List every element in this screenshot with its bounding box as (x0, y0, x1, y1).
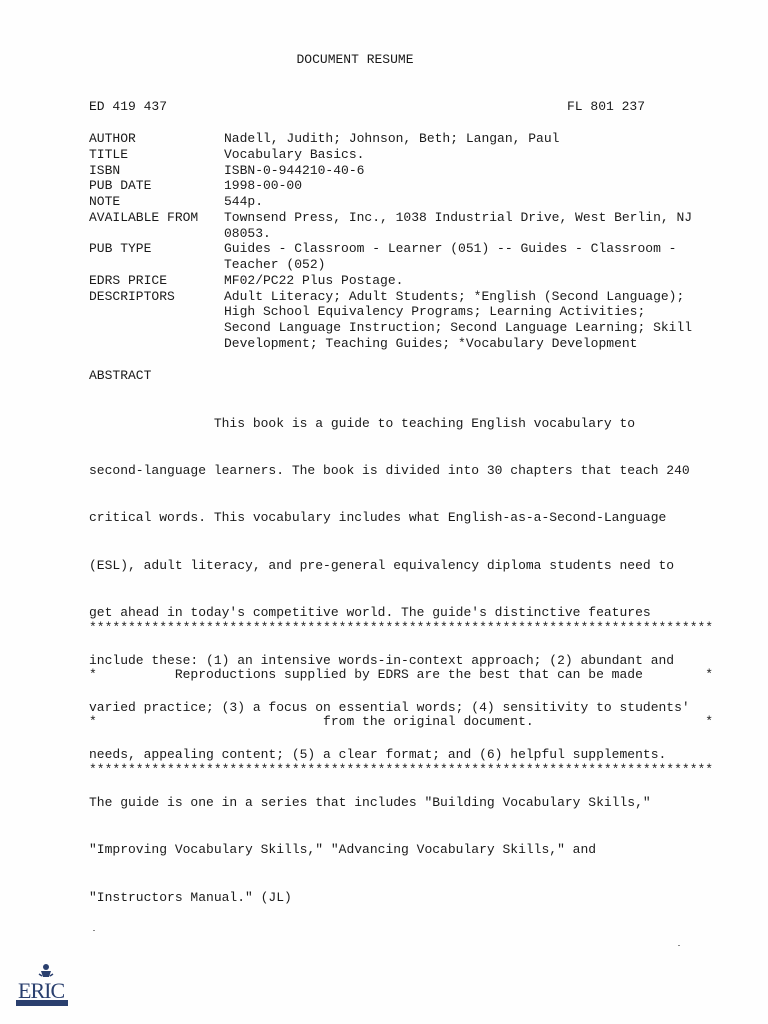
field-value-descriptors-line: Adult Literacy; Adult Students; *English (Second Language); (224, 289, 685, 304)
reproduction-notice-line: * Reproductions supplied by EDRS are the best that can be made * (89, 666, 714, 682)
abstract-line: critical words. This vocabulary includes what English-as-a-Second-Language (89, 510, 667, 526)
field-label-descriptors: DESCRIPTORS (89, 289, 175, 304)
abstract-line: include these: (1) an intensive words-in-context approach; (2) abundant and (89, 652, 675, 668)
field-label-isbn: ISBN (89, 163, 121, 178)
field-value-pub-type-line: Teacher (052) (224, 257, 326, 272)
field-value-note: 544p. (224, 194, 264, 209)
field-value-descriptors-line: Development; Teaching Guides; *Vocabulary Development (224, 336, 638, 351)
field-value-edrs-price: MF02/PC22 Plus Postage. (224, 273, 404, 288)
abstract-line: "Instructors Manual." (JL) (89, 889, 292, 905)
abstract-line: needs, appealing content; (5) a clear format; and (6) helpful supplements. (89, 747, 667, 763)
abstract-line: (ESL), adult literacy, and pre-general equivalency diploma students need to (89, 557, 675, 573)
abstract-line: get ahead in today's competitive world. The guide's distinctive features (89, 605, 651, 621)
asterisk-border: ******************************************************************************** (89, 619, 714, 635)
field-label-edrs-price: EDRS PRICE (89, 273, 168, 288)
field-value-descriptors-line: High School Equivalency Programs; Learning Activities; (224, 304, 646, 319)
field-label-pub-type: PUB TYPE (89, 241, 152, 256)
reproduction-notice-line: * from the original document. * (89, 714, 714, 730)
field-label-available-from: AVAILABLE FROM (89, 210, 199, 225)
field-value-pub-type-line: Guides - Classroom - Learner (051) -- Guides - Classroom - (224, 241, 677, 256)
document-title: DOCUMENT RESUME (296, 52, 414, 67)
scan-speck (678, 945, 680, 946)
field-label-author: AUTHOR (89, 131, 136, 146)
field-value-descriptors-line: Second Language Instruction; Second Language Learning; Skill (224, 320, 693, 335)
ed-number: ED 419 437 (89, 99, 168, 114)
abstract-line: "Improving Vocabulary Skills," "Advancing Vocabulary Skills," and (89, 842, 597, 858)
field-value-author: Nadell, Judith; Johnson, Beth; Langan, Paul (224, 131, 560, 146)
field-value-available-from-line: Townsend Press, Inc., 1038 Industrial Drive, West Berlin, NJ (224, 210, 693, 225)
field-value-pub-date: 1998-00-00 (224, 178, 303, 193)
scan-speck (93, 930, 95, 931)
field-label-title: TITLE (89, 147, 129, 162)
field-value-available-from-line: 08053. (224, 226, 271, 241)
asterisk-border: ******************************************************************************** (89, 761, 714, 777)
abstract-line: varied practice; (3) a focus on essential words; (4) sensitivity to students' (89, 699, 690, 715)
field-value-isbn: ISBN-0-944210-40-6 (224, 163, 365, 178)
field-label-pub-date: PUB DATE (89, 178, 152, 193)
abstract-line: second-language learners. The book is divided into 30 chapters that teach 240 (89, 462, 690, 478)
fl-number: FL 801 237 (567, 99, 646, 114)
field-label-note: NOTE (89, 194, 121, 209)
field-value-title: Vocabulary Basics. (224, 147, 365, 162)
reproduction-notice (89, 588, 713, 809)
abstract-heading: ABSTRACT (89, 368, 152, 383)
abstract-line: This book is a guide to teaching English vocabulary to (89, 415, 636, 431)
logo-text: ERIC (18, 978, 65, 1003)
abstract-line: The guide is one in a series that includes "Building Vocabulary Skills," (89, 794, 651, 810)
